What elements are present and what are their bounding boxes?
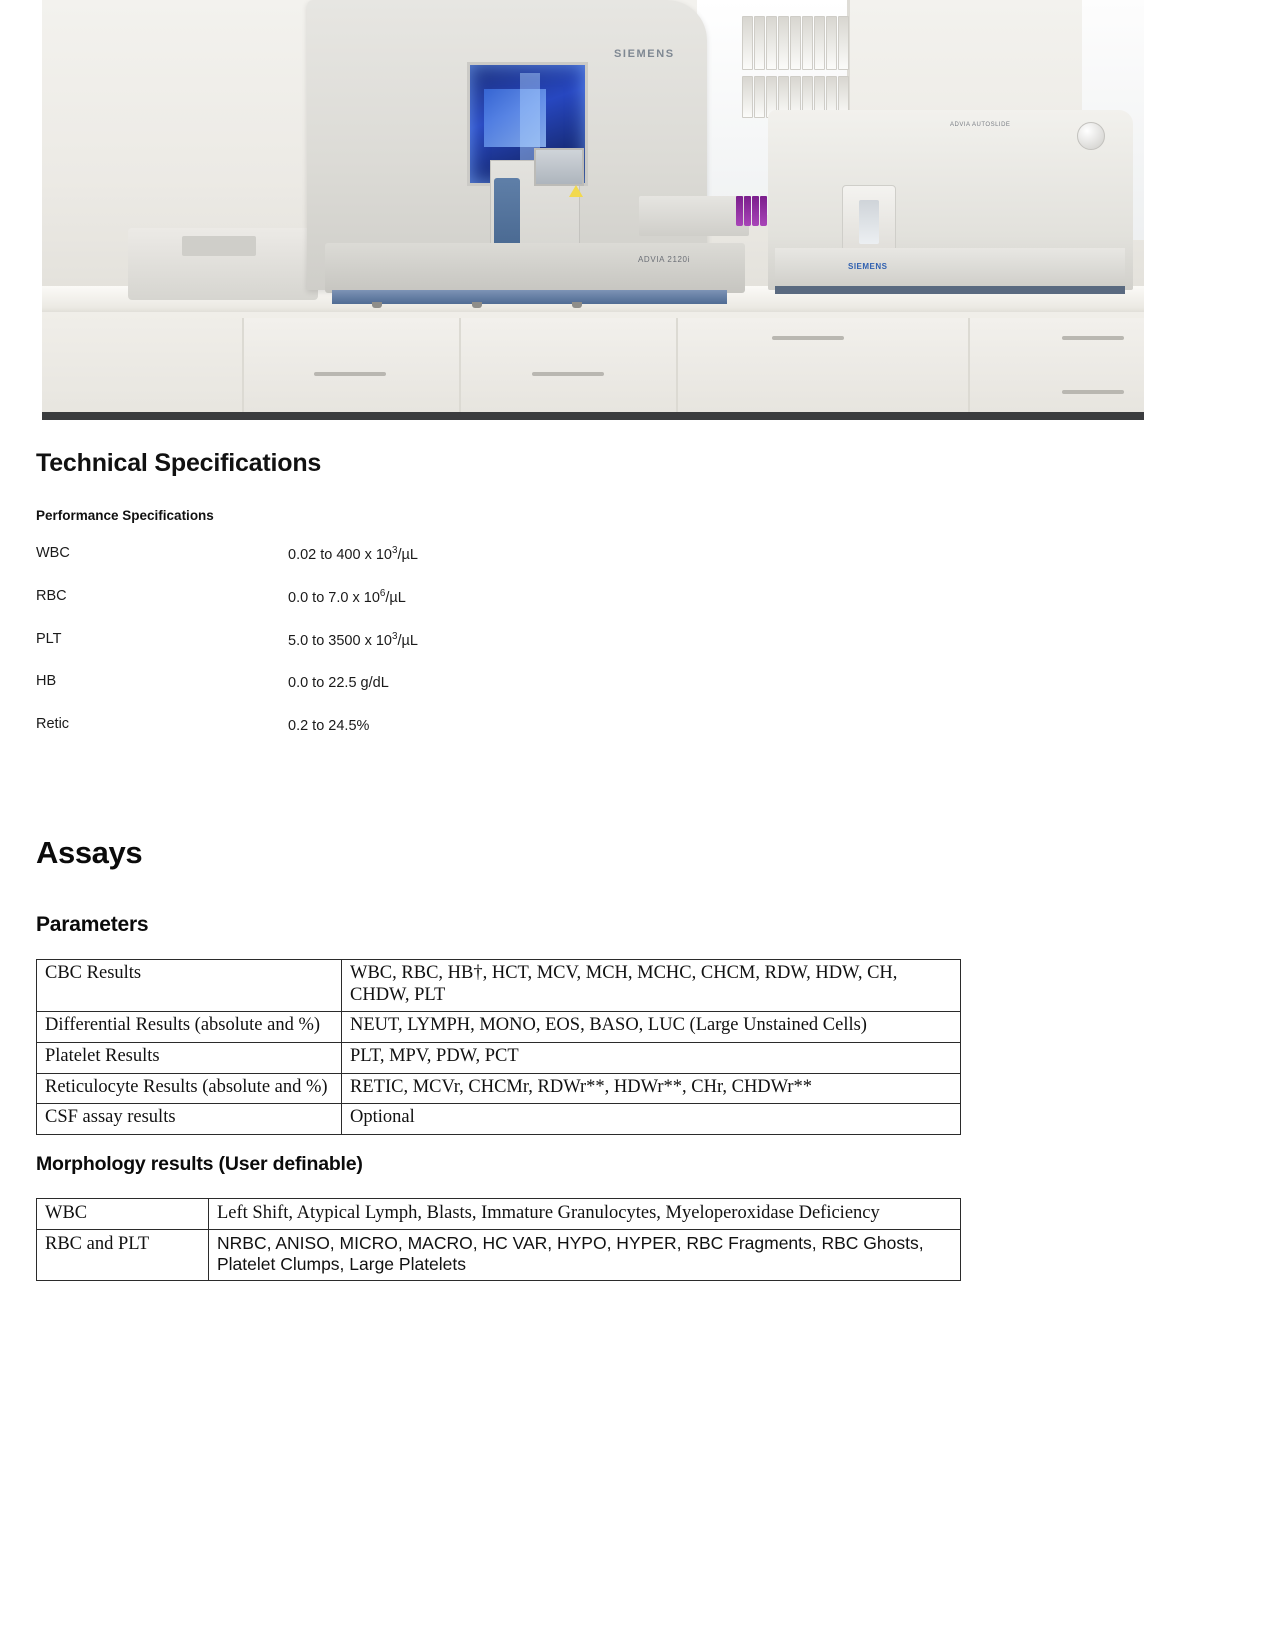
- performance-specifications-heading: Performance Specifications: [36, 508, 214, 523]
- analyzer-display: [534, 148, 584, 186]
- spec-label: Retic: [36, 716, 70, 733]
- table-cell-values: Left Shift, Atypical Lymph, Blasts, Immature Granulocytes, Myeloperoxidase Deficiency: [209, 1198, 961, 1229]
- cabinet-drawer-3: [676, 318, 970, 420]
- table-row: [37, 1012, 961, 1043]
- spec-value: [288, 631, 1275, 649]
- table-row: [37, 1104, 961, 1135]
- spec-value: [288, 673, 1275, 691]
- spec-value-main: 0.0 to 7.0 x 10: [288, 589, 380, 606]
- spec-value-tail: /µL: [385, 589, 406, 606]
- list-item: [36, 673, 1275, 716]
- table-cell-category: Differential Results (absolute and %): [37, 1012, 342, 1043]
- spec-value-tail: /µL: [397, 546, 418, 563]
- list-item: [36, 631, 1275, 674]
- autoslide-base: [775, 248, 1125, 288]
- spec-label: RBC: [36, 587, 67, 604]
- parameters-table: [36, 959, 961, 1135]
- drawer-handle-5: [1062, 390, 1124, 394]
- siemens-logo: SIEMENS: [614, 48, 675, 60]
- table-row: [37, 960, 961, 1012]
- list-item: [36, 588, 1275, 631]
- table-cell-values: NEUT, LYMPH, MONO, EOS, BASO, LUC (Large Unstained Cells): [342, 1012, 961, 1043]
- analyzer-base-stripe: [332, 290, 727, 304]
- spec-value: [288, 545, 1275, 563]
- table-cell-category: RBC and PLT: [37, 1230, 209, 1281]
- table-row: [37, 1198, 961, 1229]
- spec-label: WBC: [36, 545, 70, 561]
- analyzer-base-unit: [325, 243, 745, 293]
- cabinet-drawer-2: [459, 318, 678, 420]
- table-row: [37, 1230, 961, 1281]
- drawer-handle-3: [772, 336, 844, 340]
- spec-value-tail: /µL: [397, 632, 418, 649]
- input-tray-slot: [182, 236, 256, 256]
- table-cell-category: CSF assay results: [37, 1104, 342, 1135]
- autoslide-base-stripe: [775, 286, 1125, 294]
- morphology-heading: Morphology results (User definable): [36, 1152, 363, 1175]
- table-row: [37, 1043, 961, 1074]
- table-cell-category: Platelet Results: [37, 1043, 342, 1074]
- morphology-table: [36, 1198, 961, 1281]
- parameters-heading: Parameters: [36, 913, 149, 937]
- autoslide-dial: [1077, 122, 1105, 150]
- hero-product-photo: [42, 0, 1144, 420]
- analyzer-foot-1: [372, 302, 382, 308]
- spec-value: [288, 716, 1275, 734]
- performance-specifications-list: [0, 545, 1275, 759]
- lab-scene: [42, 0, 1144, 420]
- table-cell-values: RETIC, MCVr, CHCMr, RDWr**, HDWr**, CHr, CHDWr**: [342, 1073, 961, 1104]
- bench-kickplate: [42, 412, 1144, 420]
- table-cell-category: Reticulocyte Results (absolute and %): [37, 1073, 342, 1104]
- spec-value-main: 5.0 to 3500 x 10: [288, 632, 392, 649]
- table-cell-values: WBC, RBC, HB†, HCT, MCV, MCH, MCHC, CHCM, RDW, HDW, CH, CHDW, PLT: [342, 960, 961, 1012]
- spec-value-exponent: 3: [392, 545, 398, 556]
- spec-label: HB: [36, 673, 57, 690]
- analyzer-foot-2: [472, 302, 482, 308]
- table-cell-values: PLT, MPV, PDW, PCT: [342, 1043, 961, 1074]
- document-content: [0, 420, 1275, 1281]
- assays-title: Assays: [36, 835, 143, 871]
- cabinet-drawer-4: [968, 318, 1144, 420]
- spec-label: PLT: [36, 630, 62, 647]
- drawer-handle-4: [1062, 336, 1124, 340]
- table-cell-category: WBC: [37, 1198, 209, 1229]
- autoslide-brand: SIEMENS: [848, 262, 888, 271]
- list-item: [36, 545, 1275, 588]
- analyzer-foot-3: [572, 302, 582, 308]
- page-title: Technical Specifications: [36, 449, 322, 477]
- autoslide-label: ADVIA AUTOSLIDE: [950, 122, 1011, 128]
- spec-value-main: 0.2 to 24.5%: [288, 718, 370, 735]
- table-cell-values: NRBC, ANISO, MICRO, MACRO, HC VAR, HYPO, HYPER, RBC Fragments, RBC Ghosts, Platelet Clumps, Large Platelets: [209, 1230, 961, 1281]
- sample-rack: [639, 196, 749, 236]
- spec-value: [288, 588, 1275, 606]
- spec-value-exponent: 3: [392, 630, 398, 642]
- table-cell-category: CBC Results: [37, 960, 342, 1012]
- drawer-handle-1: [314, 372, 386, 376]
- drawer-handle-2: [532, 372, 604, 376]
- table-row: [37, 1073, 961, 1104]
- spec-value-main: 0.0 to 22.5 g/dL: [288, 675, 389, 692]
- table-cell-values: Optional: [342, 1104, 961, 1135]
- list-item: [36, 716, 1275, 759]
- spec-value-main: 0.02 to 400 x 10: [288, 546, 392, 563]
- analyzer-model-label: ADVIA 2120i: [638, 255, 690, 264]
- spec-value-exponent: 6: [379, 587, 386, 599]
- cabinet-drawer-1: [242, 318, 461, 420]
